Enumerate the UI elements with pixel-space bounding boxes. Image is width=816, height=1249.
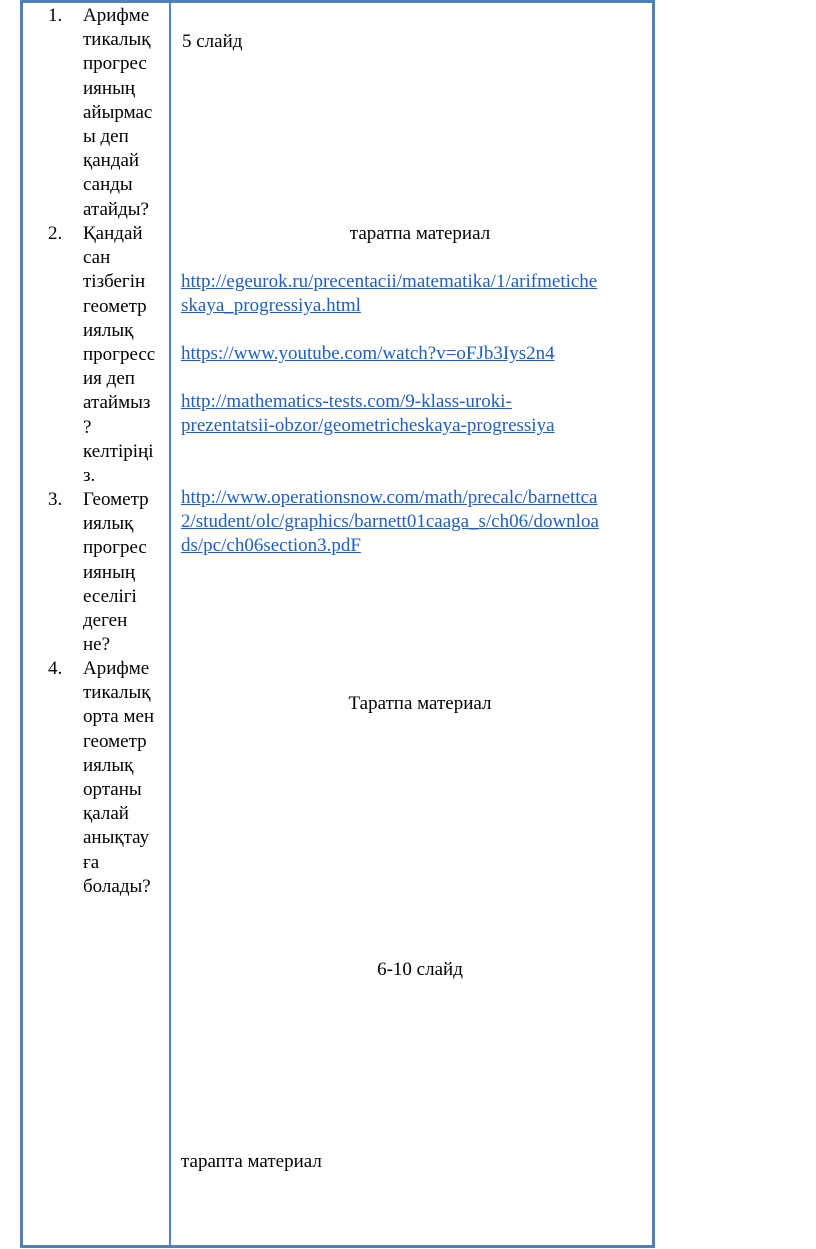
question-number: 3. <box>48 489 63 510</box>
slide-5-label: 5 слайд <box>182 31 243 52</box>
slide-6-10-label: 6-10 слайд <box>377 959 463 980</box>
question-number: 2. <box>48 223 63 244</box>
question-text: Арифме тикалық орта мен геометр иялық ортаны қалай анықтау ға болады? <box>83 658 155 897</box>
question-text: Арифме тикалық прогрес ияның айырмас ы деп қандай санды атайды? <box>83 5 153 220</box>
link-mathematics-tests[interactable]: http://mathematics-tests.com/9-klass-uroki- prezentatsii-obzor/geometricheskaya-progressiya <box>181 391 555 436</box>
column-divider <box>169 0 171 1247</box>
question-text: Геометр иялық прогрес ияның еселігі деген не? <box>83 489 149 656</box>
question-number: 4. <box>48 658 63 679</box>
link-operationsnow[interactable]: http://www.operationsnow.com/math/precalc/barnettca 2/student/olc/graphics/barnett01caaga_s/ch06/downloa ds/pc/ch06section3.pdF <box>181 487 599 556</box>
table-top-border <box>20 0 652 3</box>
link-egeurok[interactable]: http://egeurok.ru/precentacii/matematika/1/arifmetiche skaya_progressiya.html <box>181 271 598 316</box>
table-left-border <box>20 0 23 1247</box>
lesson-table <box>20 0 655 1248</box>
handout-label-1: таратпа материал <box>349 223 491 244</box>
question-text: Қандай сан тізбегін геометр иялық прогресс ия деп атаймыз ? келтіріңі з. <box>83 223 156 487</box>
link-youtube[interactable]: https://www.youtube.com/watch?v=oFJb3Iys2n4 <box>181 343 555 364</box>
question-number: 1. <box>48 5 63 26</box>
handout-label-3: тарапта материал <box>181 1151 322 1172</box>
handout-label-2: Таратпа материал <box>348 693 492 714</box>
